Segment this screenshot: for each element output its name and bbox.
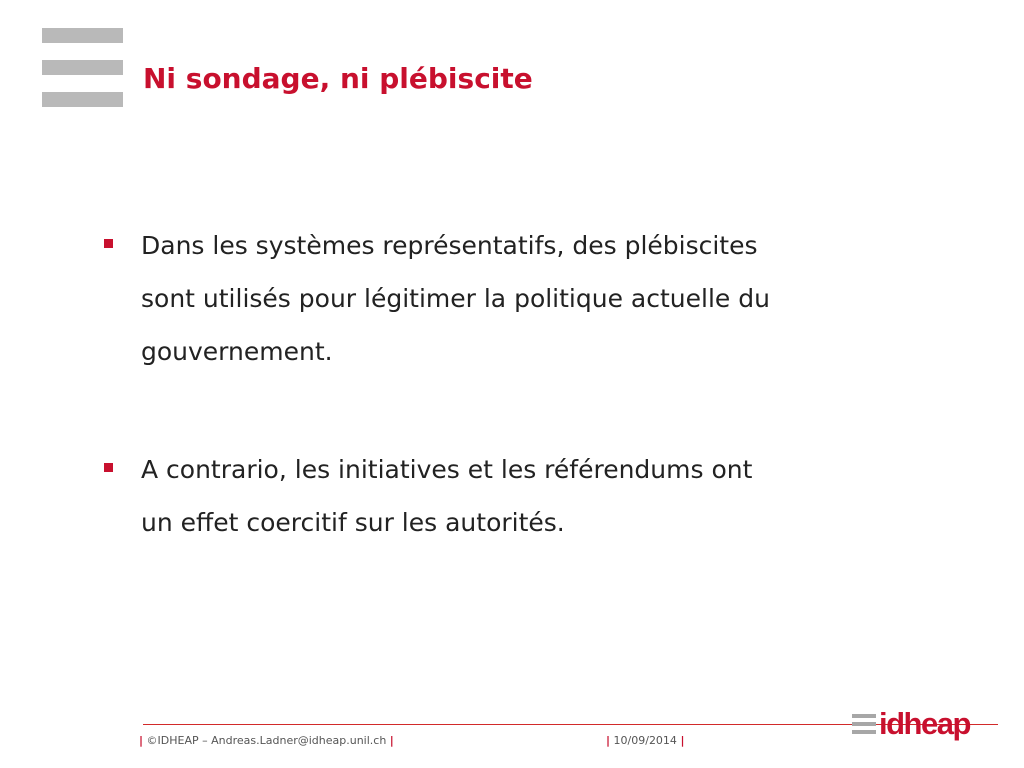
footer-copyright-text: ©IDHEAP – Andreas.Ladner@idheap.unil.ch — [146, 734, 387, 747]
slide-title: Ni sondage, ni plébiscite — [143, 62, 533, 95]
footer-date-text: 10/09/2014 — [613, 734, 677, 747]
footer-pipe: | — [680, 734, 685, 747]
bullet-line: sont utilisés pour légitimer la politique actuelle du — [141, 284, 770, 313]
footer-pipe: | — [606, 734, 611, 747]
bullet-item — [104, 443, 964, 549]
square-bullet-icon — [104, 239, 113, 248]
footer-pipe: | — [389, 734, 394, 747]
bullet-line: gouvernement. — [141, 337, 333, 366]
bullet-list — [104, 219, 964, 549]
logo-wordmark: idheap — [879, 706, 970, 741]
bullet-line: un effet coercitif sur les autorités. — [141, 508, 565, 537]
square-bullet-icon — [104, 463, 113, 472]
bullet-item — [104, 219, 964, 378]
menu-bar-top — [42, 28, 123, 43]
menu-bar-middle — [42, 60, 123, 75]
menu-bar-bottom — [42, 92, 123, 107]
footer-pipe: | — [139, 734, 144, 747]
footer-date — [606, 734, 684, 747]
logo-lines-icon — [852, 714, 876, 734]
idheap-logo — [852, 704, 976, 744]
footer-copyright — [139, 734, 394, 747]
bullet-line: Dans les systèmes représentatifs, des plébiscites — [141, 231, 758, 260]
bullet-line: A contrario, les initiatives et les référendums ont — [141, 455, 753, 484]
